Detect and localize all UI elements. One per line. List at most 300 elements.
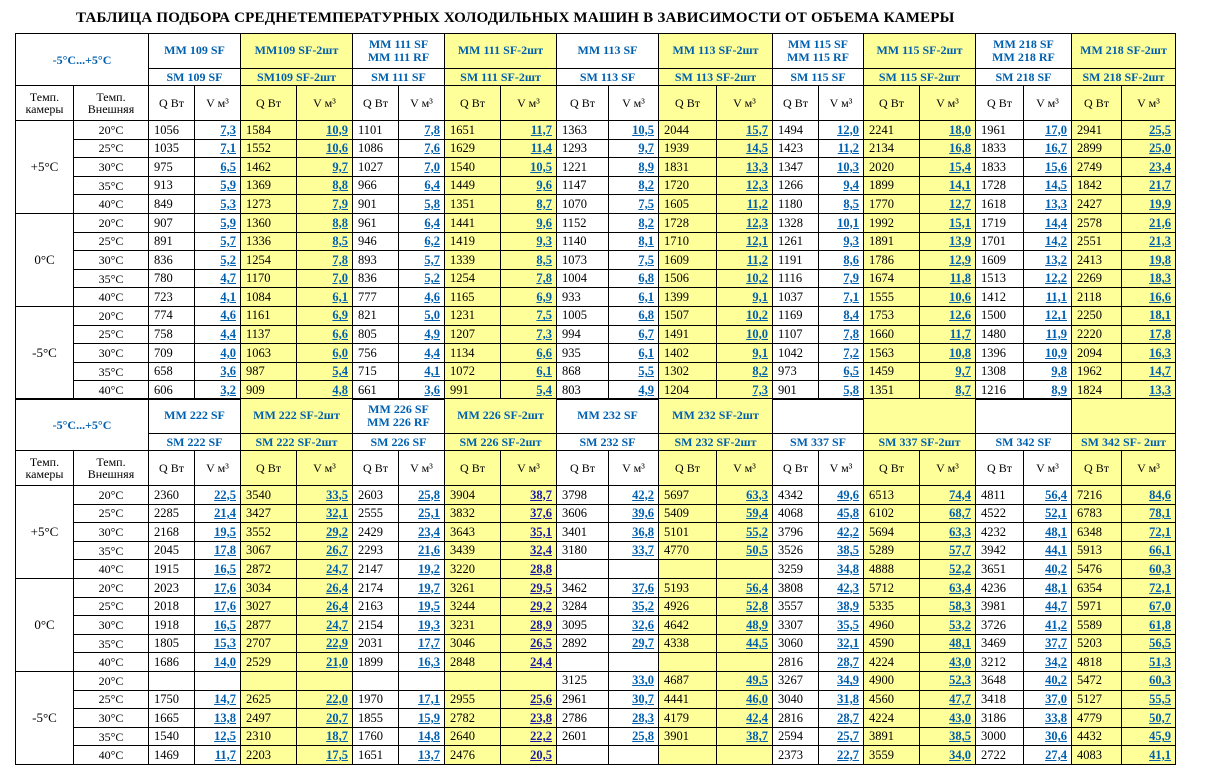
volume-cell: 32,4 [501,541,557,560]
volume-cell: 6,1 [609,344,659,363]
capacity-cell: 2899 [1072,139,1122,158]
volume-cell: 25,1 [399,504,445,523]
volume-cell: 10,2 [717,306,773,325]
capacity-cell: 893 [353,251,399,270]
volume-cell: 28,7 [819,709,864,728]
volume-cell: 15,7 [717,121,773,140]
volume-cell: 48,1 [1024,578,1072,597]
capacity-cell: 3552 [241,523,297,542]
volume-cell: 9,1 [717,344,773,363]
volume-cell: 8,8 [297,213,353,232]
table-row [16,251,1176,270]
volume-cell: 11,7 [195,746,241,765]
capacity-cell: 973 [773,362,819,381]
capacity-cell: 1459 [864,362,920,381]
model-name-top [557,399,659,434]
capacity-cell: 1035 [149,139,195,158]
capacity-cell: 1412 [976,288,1024,307]
capacity-cell: 2816 [773,653,819,672]
volume-cell: 3,6 [195,362,241,381]
model-name-top [241,34,353,69]
volume-cell: 12,2 [1024,269,1072,288]
capacity-cell: 4432 [1072,727,1122,746]
capacity-cell: 723 [149,288,195,307]
chamber-temp-group: -5°C [16,671,74,764]
capacity-cell: 2551 [1072,232,1122,251]
capacity-cell: 2429 [353,523,399,542]
capacity-cell: 1719 [976,213,1024,232]
capacity-cell: 1027 [353,158,399,177]
volume-cell: 11,7 [501,121,557,140]
volume-cell: 26,5 [501,634,557,653]
model-name-line2: MM 226 RF [367,415,430,429]
volume-cell: 13,3 [1024,195,1072,214]
volume-cell: 7,5 [609,251,659,270]
header-v-m3: V м³ [1024,451,1072,486]
volume-cell: 30,6 [1024,727,1072,746]
model-name-bottom: SM 109 SF [149,69,241,86]
volume-cell: 35,5 [819,616,864,635]
capacity-cell: 1770 [864,195,920,214]
header-outside-temp: Темп. Внешняя [74,451,149,486]
capacity-cell: 5193 [659,578,717,597]
header-q-watts: Q Вт [976,86,1024,121]
capacity-cell: 1720 [659,176,717,195]
table-row [16,121,1176,140]
table-row [16,195,1176,214]
capacity-cell [557,560,609,579]
volume-cell: 33,8 [1024,709,1072,728]
header-q-watts: Q Вт [149,86,195,121]
capacity-cell: 3427 [241,504,297,523]
volume-cell: 44,1 [1024,541,1072,560]
volume-cell: 10,2 [717,269,773,288]
capacity-cell: 2020 [864,158,920,177]
capacity-cell: 836 [149,251,195,270]
outside-temp-cell: 40°C [74,195,149,214]
capacity-cell: 5409 [659,504,717,523]
volume-cell: 13,2 [1024,251,1072,270]
capacity-cell: 3284 [557,597,609,616]
capacity-cell: 3186 [976,709,1024,728]
capacity-cell: 5913 [1072,541,1122,560]
volume-cell: 33,7 [609,541,659,560]
header-v-m3: V м³ [297,86,353,121]
volume-cell: 42,2 [609,486,659,505]
model-name-line1: MM 109 SF [164,43,225,58]
volume-cell: 14,2 [1024,232,1072,251]
table-row [16,578,1176,597]
capacity-cell: 3559 [864,746,920,765]
volume-cell: 6,1 [297,288,353,307]
capacity-cell: 2555 [353,504,399,523]
capacity-cell: 1701 [976,232,1024,251]
volume-cell: 15,4 [920,158,976,177]
volume-cell: 12,7 [920,195,976,214]
volume-cell: 32,6 [609,616,659,635]
table-row [16,306,1176,325]
capacity-cell: 4590 [864,634,920,653]
volume-cell: 18,7 [297,727,353,746]
model-name-top [557,34,659,69]
capacity-cell: 2147 [353,560,399,579]
volume-cell: 7,8 [819,325,864,344]
capacity-cell: 3648 [976,671,1024,690]
volume-cell: 33,5 [297,486,353,505]
volume-cell: 56,4 [1024,486,1072,505]
volume-cell: 63,3 [920,523,976,542]
table-row [16,653,1176,672]
capacity-cell: 1347 [773,158,819,177]
outside-temp-cell: 20°C [74,121,149,140]
capacity-cell: 1609 [659,251,717,270]
capacity-cell: 4068 [773,504,819,523]
capacity-cell: 2360 [149,486,195,505]
volume-cell: 7,3 [717,381,773,400]
model-name-line1: MM 111 SF [368,36,429,51]
capacity-cell: 2782 [445,709,501,728]
volume-cell: 26,7 [297,541,353,560]
volume-cell: 22,9 [297,634,353,653]
capacity-cell: 1651 [353,746,399,765]
volume-cell: 28,3 [609,709,659,728]
volume-cell: 43,0 [920,709,976,728]
capacity-cell: 1939 [659,139,717,158]
volume-cell: 9,3 [819,232,864,251]
volume-cell: 6,2 [399,232,445,251]
capacity-cell: 2707 [241,634,297,653]
volume-cell: 7,9 [819,269,864,288]
model-name-top [1072,399,1176,434]
capacity-cell: 606 [149,381,195,400]
volume-cell: 44,7 [1024,597,1072,616]
capacity-cell: 1961 [976,121,1024,140]
capacity-cell: 1369 [241,176,297,195]
capacity-cell: 1147 [557,176,609,195]
volume-cell: 38,7 [717,727,773,746]
volume-cell: 7,5 [609,195,659,214]
volume-cell: 19,8 [1122,251,1176,270]
capacity-cell: 1605 [659,195,717,214]
capacity-cell: 5712 [864,578,920,597]
capacity-cell: 758 [149,325,195,344]
volume-cell: 56,5 [1122,634,1176,653]
capacity-cell: 4236 [976,578,1024,597]
header-q-watts: Q Вт [864,451,920,486]
capacity-cell: 1842 [1072,176,1122,195]
header-q-watts: Q Вт [864,86,920,121]
capacity-cell: 3231 [445,616,501,635]
volume-cell: 14,4 [1024,213,1072,232]
volume-cell: 14,1 [920,176,976,195]
volume-cell: 4,7 [195,269,241,288]
capacity-cell: 1116 [773,269,819,288]
volume-cell: 10,1 [819,213,864,232]
volume-cell: 4,9 [609,381,659,400]
capacity-cell: 1169 [773,306,819,325]
volume-cell: 11,2 [819,139,864,158]
capacity-cell [659,746,717,765]
volume-cell: 6,6 [501,344,557,363]
volume-cell: 9,8 [1024,362,1072,381]
header-v-m3: V м³ [920,451,976,486]
volume-cell: 4,1 [195,288,241,307]
model-name-top [976,34,1072,69]
outside-temp-cell: 35°C [74,176,149,195]
capacity-cell: 3808 [773,578,819,597]
volume-cell: 16,6 [1122,288,1176,307]
volume-cell: 25,0 [1122,139,1176,158]
volume-cell: 4,0 [195,344,241,363]
volume-cell: 55,2 [717,523,773,542]
volume-cell: 44,5 [717,634,773,653]
capacity-cell: 1686 [149,653,195,672]
model-name-bottom: SM 342 SF- 2шт [1072,434,1176,451]
volume-cell: 10,5 [501,158,557,177]
volume-cell: 8,9 [1024,381,1072,400]
capacity-cell: 6102 [864,504,920,523]
header-v-m3: V м³ [609,86,659,121]
chamber-temp-group: +5°C [16,486,74,579]
capacity-cell: 5589 [1072,616,1122,635]
capacity-cell: 4224 [864,709,920,728]
capacity-cell: 2955 [445,690,501,709]
capacity-cell: 1480 [976,325,1024,344]
model-name-bottom: SM 222 SF [149,434,241,451]
volume-cell: 8,5 [501,251,557,270]
capacity-cell: 2174 [353,578,399,597]
capacity-cell: 1101 [353,121,399,140]
capacity-cell: 1970 [353,690,399,709]
volume-cell: 8,1 [609,232,659,251]
capacity-cell: 1107 [773,325,819,344]
volume-cell: 48,9 [717,616,773,635]
volume-cell: 31,8 [819,690,864,709]
volume-cell: 16,3 [399,653,445,672]
volume-cell: 41,2 [1024,616,1072,635]
capacity-cell: 1651 [445,121,501,140]
model-name-line1: MM109 SF-2шт [254,43,339,58]
capacity-cell: 1506 [659,269,717,288]
capacity-cell: 3462 [557,578,609,597]
capacity-cell: 933 [557,288,609,307]
capacity-cell: 1831 [659,158,717,177]
capacity-cell: 3040 [773,690,819,709]
volume-cell: 10,6 [297,139,353,158]
volume-cell: 45,9 [1122,727,1176,746]
volume-cell: 9,3 [501,232,557,251]
capacity-cell: 1618 [976,195,1024,214]
volume-cell: 4,8 [297,381,353,400]
capacity-cell: 1302 [659,362,717,381]
capacity-cell: 1469 [149,746,195,765]
capacity-cell: 1004 [557,269,609,288]
table-row [16,727,1176,746]
capacity-cell: 2476 [445,746,501,765]
model-name-line1: MM 232 SF-2шт [672,408,759,423]
table-row [16,381,1176,400]
capacity-cell: 2786 [557,709,609,728]
capacity-cell: 3651 [976,560,1024,579]
capacity-cell [353,671,399,690]
model-name-bottom: SM 337 SF-2шт [864,434,976,451]
capacity-cell: 2578 [1072,213,1122,232]
capacity-cell [557,653,609,672]
volume-cell: 61,8 [1122,616,1176,635]
header-v-m3: V м³ [819,86,864,121]
volume-cell: 6,6 [297,325,353,344]
capacity-cell: 3981 [976,597,1024,616]
capacity-cell: 1339 [445,251,501,270]
chamber-temp-group: +5°C [16,121,74,214]
header-q-watts: Q Вт [773,86,819,121]
volume-cell: 16,8 [920,139,976,158]
capacity-cell: 987 [241,362,297,381]
capacity-cell: 2134 [864,139,920,158]
volume-cell: 40,2 [1024,671,1072,690]
capacity-cell: 5472 [1072,671,1122,690]
capacity-cell: 658 [149,362,195,381]
capacity-cell: 4687 [659,671,717,690]
volume-cell: 4,6 [195,306,241,325]
volume-cell: 5,0 [399,306,445,325]
capacity-cell: 3307 [773,616,819,635]
capacity-cell: 1563 [864,344,920,363]
model-name-line1: MM 113 SF-2шт [672,43,759,58]
volume-cell: 38,9 [819,597,864,616]
capacity-cell [659,560,717,579]
capacity-cell: 2640 [445,727,501,746]
volume-cell: 29,5 [501,578,557,597]
volume-cell: 9,4 [819,176,864,195]
model-name-line1: MM 222 SF-2шт [253,408,340,423]
volume-cell: 6,5 [195,158,241,177]
volume-cell: 30,7 [609,690,659,709]
capacity-cell: 3180 [557,541,609,560]
volume-cell [609,746,659,765]
volume-cell: 52,8 [717,597,773,616]
capacity-cell: 3942 [976,541,1024,560]
volume-cell: 4,9 [399,325,445,344]
table-row [16,541,1176,560]
capacity-cell: 1728 [976,176,1024,195]
volume-cell [717,653,773,672]
capacity-cell: 961 [353,213,399,232]
capacity-cell [149,671,195,690]
capacity-cell: 2941 [1072,121,1122,140]
table-row [16,746,1176,765]
capacity-cell: 2413 [1072,251,1122,270]
capacity-cell: 935 [557,344,609,363]
volume-cell: 6,1 [609,288,659,307]
capacity-cell: 2601 [557,727,609,746]
model-name-line1: MM 232 SF [577,408,638,423]
volume-cell: 23,8 [501,709,557,728]
volume-cell: 72,1 [1122,578,1176,597]
volume-cell: 7,3 [501,325,557,344]
capacity-cell: 1293 [557,139,609,158]
capacity-cell: 2269 [1072,269,1122,288]
outside-temp-cell: 25°C [74,325,149,344]
volume-cell: 19,9 [1122,195,1176,214]
selection-table-2 [15,398,1176,765]
model-name-bottom: SM 337 SF [773,434,864,451]
volume-cell: 15,6 [1024,158,1072,177]
capacity-cell: 4224 [864,653,920,672]
volume-cell: 60,3 [1122,560,1176,579]
volume-cell: 16,7 [1024,139,1072,158]
model-name-bottom: SM 226 SF [353,434,445,451]
header-q-watts: Q Вт [557,86,609,121]
volume-cell: 29,2 [501,597,557,616]
volume-cell: 20,7 [297,709,353,728]
volume-cell: 10,8 [920,344,976,363]
capacity-cell: 2168 [149,523,195,542]
model-name-bottom: SM 226 SF-2шт [445,434,557,451]
volume-cell: 11,1 [1024,288,1072,307]
model-name-bottom: SM 232 SF [557,434,659,451]
outside-temp-cell: 30°C [74,709,149,728]
model-name-top [659,399,773,434]
capacity-cell: 1507 [659,306,717,325]
volume-cell: 13,3 [717,158,773,177]
volume-cell: 18,0 [920,121,976,140]
model-name-line1: MM 226 SF [368,401,429,416]
table-row [16,597,1176,616]
capacity-cell: 2094 [1072,344,1122,363]
capacity-cell: 836 [353,269,399,288]
model-name-bottom: SM 111 SF [353,69,445,86]
volume-cell: 35,1 [501,523,557,542]
capacity-cell: 3798 [557,486,609,505]
volume-cell: 10,0 [717,325,773,344]
page-title: ТАБЛИЦА ПОДБОРА СРЕДНЕТЕМПЕРАТУРНЫХ ХОЛОДИЛЬНЫХ МАШИН В ЗАВИСИМОСТИ ОТ ОБЪЕМА КАМЕРЫ [76,10,955,26]
capacity-cell: 5289 [864,541,920,560]
model-name-bottom: SM 222 SF-2шт [241,434,353,451]
volume-cell: 8,7 [920,381,976,400]
capacity-cell: 1070 [557,195,609,214]
outside-temp-cell: 35°C [74,362,149,381]
capacity-cell: 1165 [445,288,501,307]
capacity-cell: 803 [557,381,609,400]
capacity-cell: 4179 [659,709,717,728]
model-name-line1: MM 218 SF-2шт [1080,43,1167,58]
volume-cell: 17,6 [195,578,241,597]
outside-temp-cell: 35°C [74,541,149,560]
capacity-cell: 1360 [241,213,297,232]
capacity-cell: 3891 [864,727,920,746]
header-v-m3: V м³ [819,451,864,486]
capacity-cell: 1555 [864,288,920,307]
outside-temp-cell: 30°C [74,523,149,542]
volume-cell: 25,8 [609,727,659,746]
volume-cell: 3,2 [195,381,241,400]
volume-cell: 9,7 [920,362,976,381]
capacity-cell: 5476 [1072,560,1122,579]
volume-cell [297,671,353,690]
volume-cell: 18,1 [1122,306,1176,325]
capacity-cell: 1833 [976,139,1024,158]
table-row [16,269,1176,288]
volume-cell: 67,0 [1122,597,1176,616]
capacity-cell [445,671,501,690]
volume-cell: 16,3 [1122,344,1176,363]
volume-cell: 9,6 [501,176,557,195]
capacity-cell: 1402 [659,344,717,363]
outside-temp-cell: 30°C [74,616,149,635]
table-row [16,560,1176,579]
capacity-cell: 1204 [659,381,717,400]
